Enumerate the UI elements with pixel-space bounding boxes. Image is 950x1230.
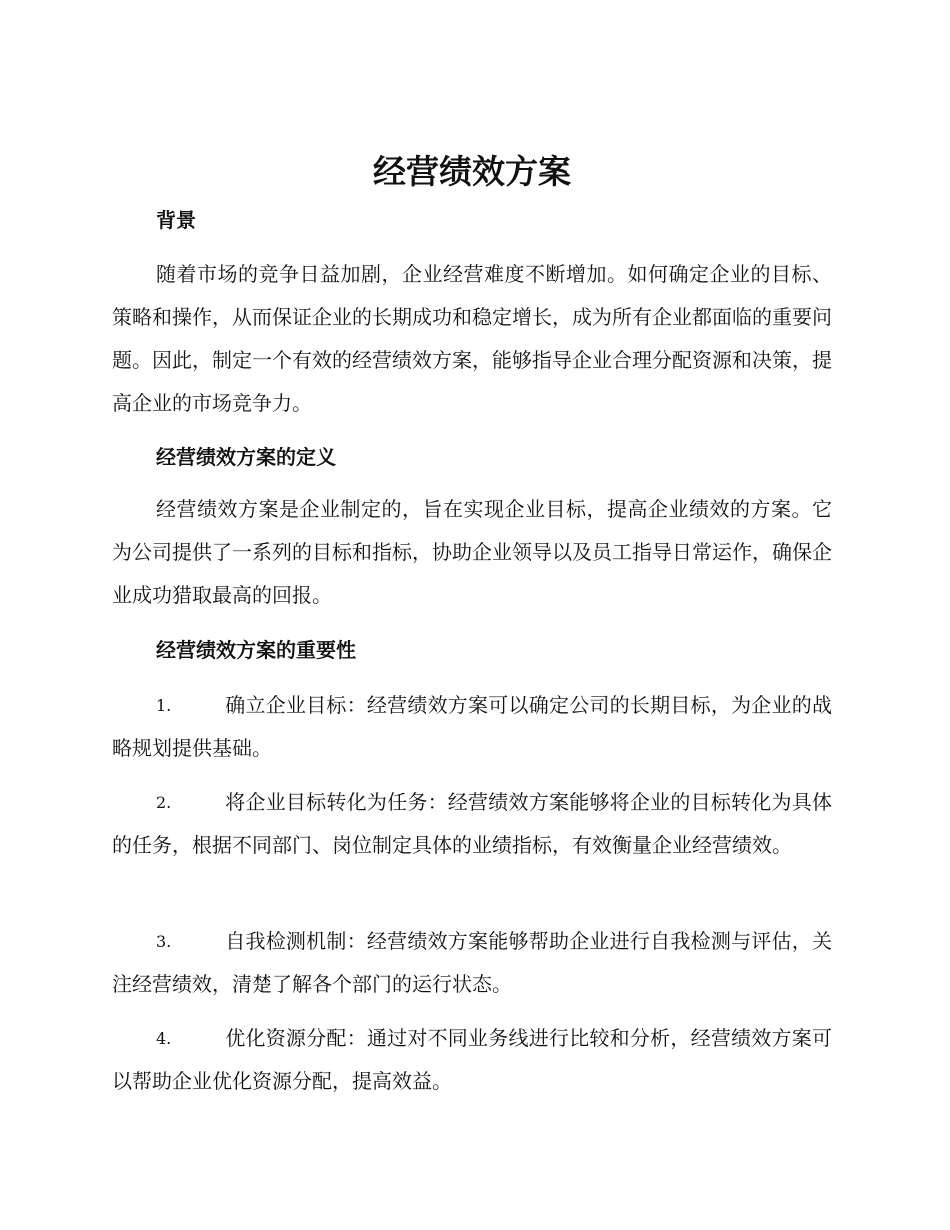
list-item-number: 4. [156, 1029, 172, 1048]
section-heading-importance: 经营绩效方案的重要性 [156, 638, 356, 662]
list-item-text: 将企业目标转化为任务：经营绩效方案能够将企业的目标转化为具体的任务，根据不同部门、岗位制定具体的业绩指标，有效衡量企业经营绩效。 [112, 790, 832, 857]
document-title: 经营绩效方案 [373, 152, 571, 191]
list-item-number: 2. [156, 793, 172, 812]
list-item [112, 920, 832, 1006]
list-item [112, 1017, 832, 1103]
definition-paragraph: 经营绩效方案是企业制定的，旨在实现企业目标，提高企业绩效的方案。它为公司提供了一系列的目标和指标，协助企业领导以及员工指导日常运作，确保企业成功猎取最高的回报。 [112, 497, 832, 607]
section-heading-background: 背景 [156, 208, 196, 232]
list-item [112, 684, 832, 770]
list-item-number: 3. [156, 932, 172, 951]
list-item-number: 1. [156, 696, 172, 715]
list-item-text: 自我检测机制：经营绩效方案能够帮助企业进行自我检测与评估，关注经营绩效，清楚了解各个部门的运行状态。 [112, 929, 832, 996]
background-paragraph: 随着市场的竞争日益加剧，企业经营难度不断增加。如何确定企业的目标、策略和操作，从而保证企业的长期成功和稳定增长，成为所有企业都面临的重要问题。因此，制定一个有效的经营绩效方案，能够指导企业合理分配资源和决策，提高企业的市场竞争力。 [112, 262, 832, 415]
section-heading-definition: 经营绩效方案的定义 [156, 445, 336, 469]
list-item [112, 781, 832, 867]
list-item-text: 确立企业目标：经营绩效方案可以确定公司的长期目标，为企业的战略规划提供基础。 [112, 693, 832, 760]
list-item-text: 优化资源分配：通过对不同业务线进行比较和分析，经营绩效方案可以帮助企业优化资源分配，提高效益。 [112, 1026, 832, 1093]
